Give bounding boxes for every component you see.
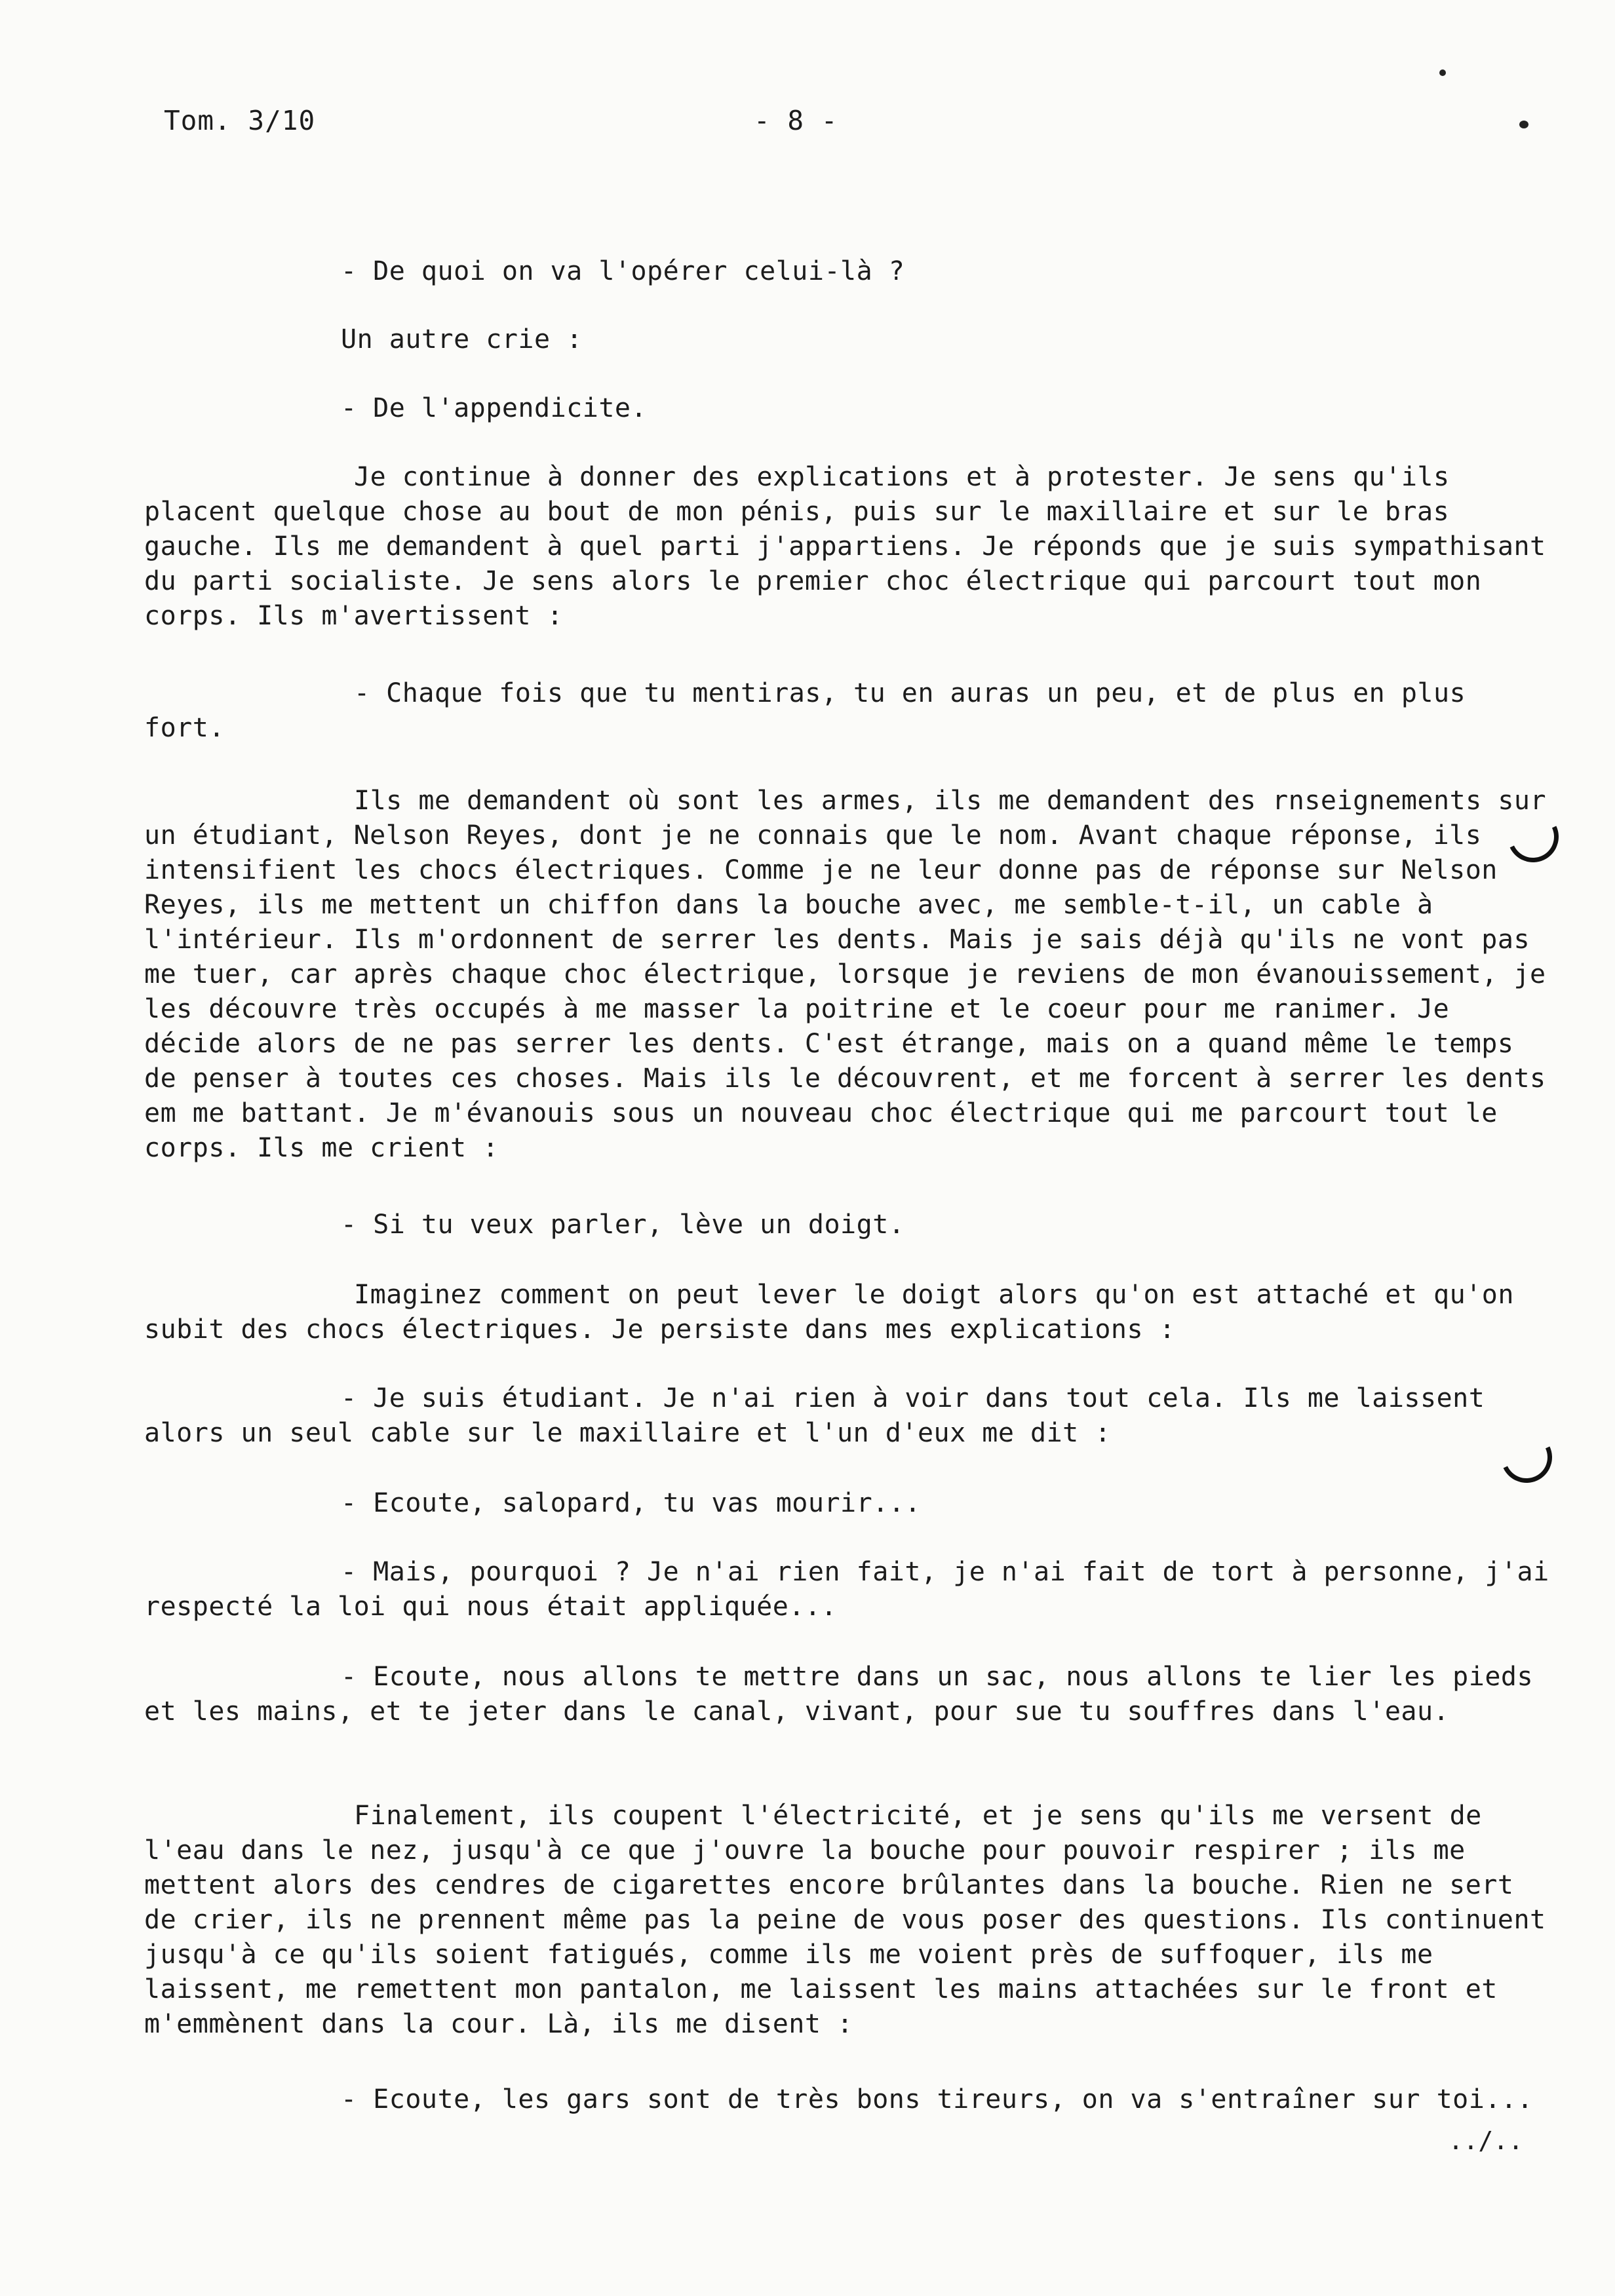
paragraph-2: Un autre crie : xyxy=(341,324,583,354)
narration-paragraph xyxy=(144,1799,1553,2042)
paragraph-9: - Je suis étudiant. Je n'ai rien à voir dans tout cela. Ils me laissent alors un seul cable sur le maxillaire et l'un d'eux me dit : xyxy=(144,1383,1485,1448)
paragraph-6: Ils me demandent où sont les armes, ils me demandent des rnseignements sur un étudiant, Nelson Reyes, dont je ne connais que le nom. Avant chaque réponse, ils intensifient les chocs électriques. Comme je ne leur donne pas de réponse sur Nelson Reyes, ils me mettent un chiffon dans la bouche avec, me semble-t-il, un cable à l'intérieur. Ils m'ordonnent de serrer les dents. Mais je sais déjà qu'ils ne vont pas me tuer, car après chaque choc électrique, lorsque je reviens de mon évanouissement, je les découvre très occupés à me masser la poitrine et le coeur pour me ranimer. Je décide alors de ne pas serrer les dents. C'est étrange, mais on a quand même le temps de penser à toutes ces choses. Mais ils le découvrent, et me forcent à serrer les dents em me battant. Je m'évanouis sous un nouveau choc électrique qui me parcourt tout le corps. Ils me crient : xyxy=(144,786,1547,1163)
paragraph-13: Finalement, ils coupent l'électricité, et je sens qu'ils me versent de l'eau dans le nez, jusqu'à ce que j'ouvre la bouche pour pouvoir respirer ; ils me mettent alors des cendres de cigarettes encore brûlantes dans la bouche. Rien ne sert de crier, ils ne prennent même pas la peine de vous poser des questions. Ils continuent jusqu'à ce qu'ils soient fatigués, comme ils me voient près de suffoquer, ils me laissent, me remettent mon pantalon, me laissent les mains attachées sur le front et m'emmènent dans la cour. Là, ils me disent : xyxy=(144,1801,1546,2039)
dialogue-line xyxy=(144,1486,1553,1521)
narration-paragraph xyxy=(144,460,1553,634)
page-number: - 8 - xyxy=(754,105,838,136)
narration-line xyxy=(144,322,1553,357)
narration-paragraph xyxy=(144,784,1553,1166)
dialogue-line xyxy=(144,2082,1553,2117)
scan-speck xyxy=(1439,69,1446,76)
dialogue-paragraph xyxy=(144,1660,1553,1729)
paragraph-8: Imaginez comment on peut lever le doigt alors qu'on est attaché et qu'on subit des chocs électriques. Je persiste dans mes explications : xyxy=(144,1280,1514,1345)
dialogue-line xyxy=(144,254,1553,289)
dialogue-paragraph xyxy=(144,676,1553,746)
dialogue-line xyxy=(144,1208,1553,1242)
paragraph-11: - Mais, pourquoi ? Je n'ai rien fait, je n'ai fait de tort à personne, j'ai respecté la loi qui nous était appliquée... xyxy=(144,1557,1549,1622)
document-reference: Tom. 3/10 xyxy=(164,105,316,136)
dialogue-paragraph xyxy=(144,1555,1553,1624)
paragraph-3: - De l'appendicite. xyxy=(341,393,648,423)
paragraph-14: - Ecoute, les gars sont de très bons tireurs, on va s'entraîner sur toi... xyxy=(341,2084,1534,2114)
scan-speck xyxy=(1519,121,1528,128)
paragraph-1: - De quoi on va l'opérer celui-là ? xyxy=(341,256,905,286)
paragraph-7: - Si tu veux parler, lève un doigt. xyxy=(341,1210,905,1240)
paragraph-4: Je continue à donner des explications et à protester. Je sens qu'ils placent quelque chose au bout de mon pénis, puis sur le maxillaire et sur le bras gauche. Ils me demandent à quel parti j'appartiens. Je réponds que je suis sympathisant du parti socialiste. Je sens alors le premier choc électrique qui parcourt tout mon corps. Ils m'avertissent : xyxy=(144,462,1546,631)
continuation-mark: ../.. xyxy=(1448,2126,1523,2155)
narration-paragraph xyxy=(144,1278,1553,1347)
dialogue-line xyxy=(144,391,1553,426)
dialogue-paragraph xyxy=(144,1381,1553,1451)
paragraph-12: - Ecoute, nous allons te mettre dans un sac, nous allons te lier les pieds et les mains, et te jeter dans le canal, vivant, pour sue tu souffres dans l'eau. xyxy=(144,1662,1534,1727)
paragraph-10: - Ecoute, salopard, tu vas mourir... xyxy=(341,1488,921,1518)
paragraph-5: - Chaque fois que tu mentiras, tu en auras un peu, et de plus en plus fort. xyxy=(144,678,1466,743)
